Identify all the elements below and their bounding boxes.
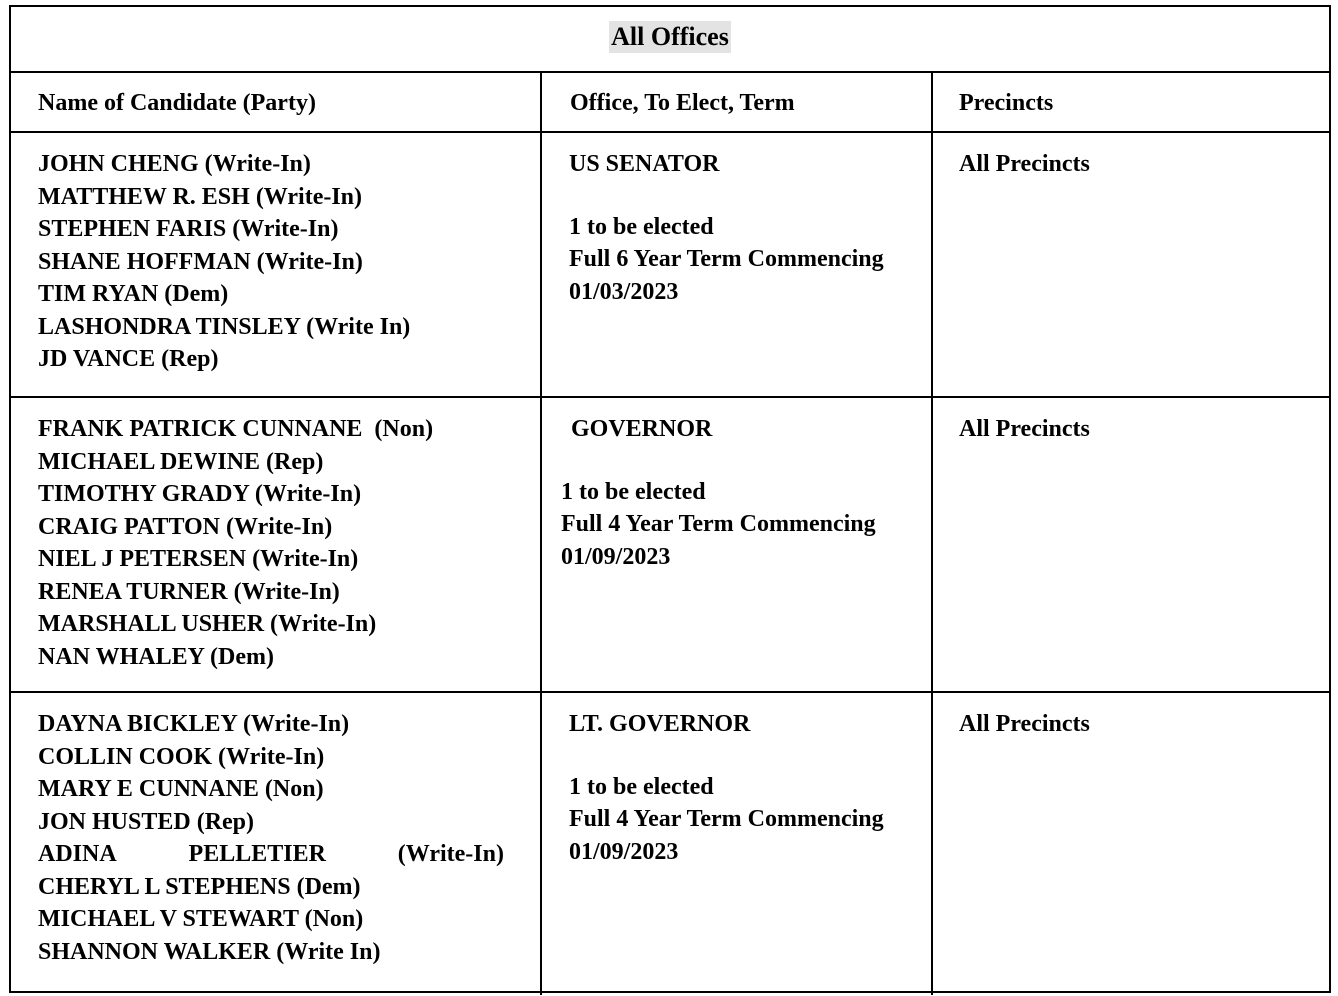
column-header-precincts: Precincts (959, 90, 1054, 116)
precincts-value: All Precincts (959, 416, 1090, 442)
row-divider (11, 131, 1329, 133)
term-date: 01/09/2023 (569, 838, 679, 865)
candidate-name-justified (38, 838, 504, 871)
candidate-name: CRAIG PATTON (Write-In) (38, 513, 333, 540)
offices-table (9, 5, 1331, 993)
candidate-name: TIM RYAN (Dem) (38, 281, 229, 307)
to-elect: 1 to be elected (569, 773, 714, 800)
candidate-name: SHANNON WALKER (Write In) (38, 938, 381, 965)
table-title: All Offices (611, 22, 729, 51)
candidate-name: COLLIN COOK (Write-In) (38, 743, 325, 770)
to-elect: 1 to be elected (561, 478, 706, 505)
to-elect: 1 to be elected (569, 213, 714, 240)
candidate-name-part: ADINA (38, 841, 117, 867)
office-name: GOVERNOR (571, 416, 713, 442)
candidate-list (38, 708, 504, 968)
candidate-name: MARY E CUNNANE (Non) (38, 776, 324, 802)
column-divider (931, 71, 933, 995)
row-divider (11, 396, 1329, 398)
candidate-name: JOHN CHENG (Write-In) (38, 151, 311, 177)
candidate-name: MICHAEL DEWINE (Rep) (38, 448, 324, 475)
candidate-name: MATTHEW R. ESH (Write-In) (38, 183, 363, 210)
candidate-name: NIEL J PETERSEN (Write-In) (38, 546, 359, 572)
candidate-name: MICHAEL V STEWART (Non) (38, 906, 364, 932)
office-details (569, 708, 884, 868)
office-details (569, 148, 884, 308)
office-name: LT. GOVERNOR (569, 711, 751, 737)
candidate-name: DAYNA BICKLEY (Write-In) (38, 711, 350, 737)
column-divider (540, 71, 542, 995)
candidate-list (38, 413, 433, 673)
candidate-name: CHERYL L STEPHENS (Dem) (38, 873, 361, 900)
column-header-office: Office, To Elect, Term (570, 90, 795, 116)
candidate-name: MARSHALL USHER (Write-In) (38, 611, 377, 637)
candidate-list (38, 148, 410, 376)
office-details (561, 413, 876, 573)
term: Full 4 Year Term Commencing (569, 806, 884, 832)
row-divider (11, 691, 1329, 693)
column-header-name: Name of Candidate (Party) (38, 90, 316, 116)
candidate-name-part: (Write-In) (397, 841, 504, 867)
candidate-name: RENEA TURNER (Write-In) (38, 578, 340, 605)
candidate-name: TIMOTHY GRADY (Write-In) (38, 481, 362, 507)
office-name: US SENATOR (569, 151, 720, 177)
candidate-name: NAN WHALEY (Dem) (38, 643, 274, 670)
term: Full 6 Year Term Commencing (569, 246, 884, 272)
candidate-name: FRANK PATRICK CUNNANE (Non) (38, 416, 434, 442)
precincts-value: All Precincts (959, 151, 1090, 177)
term: Full 4 Year Term Commencing (561, 511, 876, 537)
candidate-name: JD VANCE (Rep) (38, 346, 219, 372)
candidate-name-part: PELLETIER (188, 841, 326, 867)
term-date: 01/03/2023 (569, 278, 679, 305)
term-date: 01/09/2023 (561, 543, 671, 570)
table-title-row (11, 7, 1329, 73)
candidate-name: JON HUSTED (Rep) (38, 808, 255, 835)
candidate-name: SHANE HOFFMAN (Write-In) (38, 248, 363, 275)
candidate-name: LASHONDRA TINSLEY (Write In) (38, 313, 411, 340)
precincts-value: All Precincts (959, 711, 1090, 737)
candidate-name: STEPHEN FARIS (Write-In) (38, 216, 339, 242)
